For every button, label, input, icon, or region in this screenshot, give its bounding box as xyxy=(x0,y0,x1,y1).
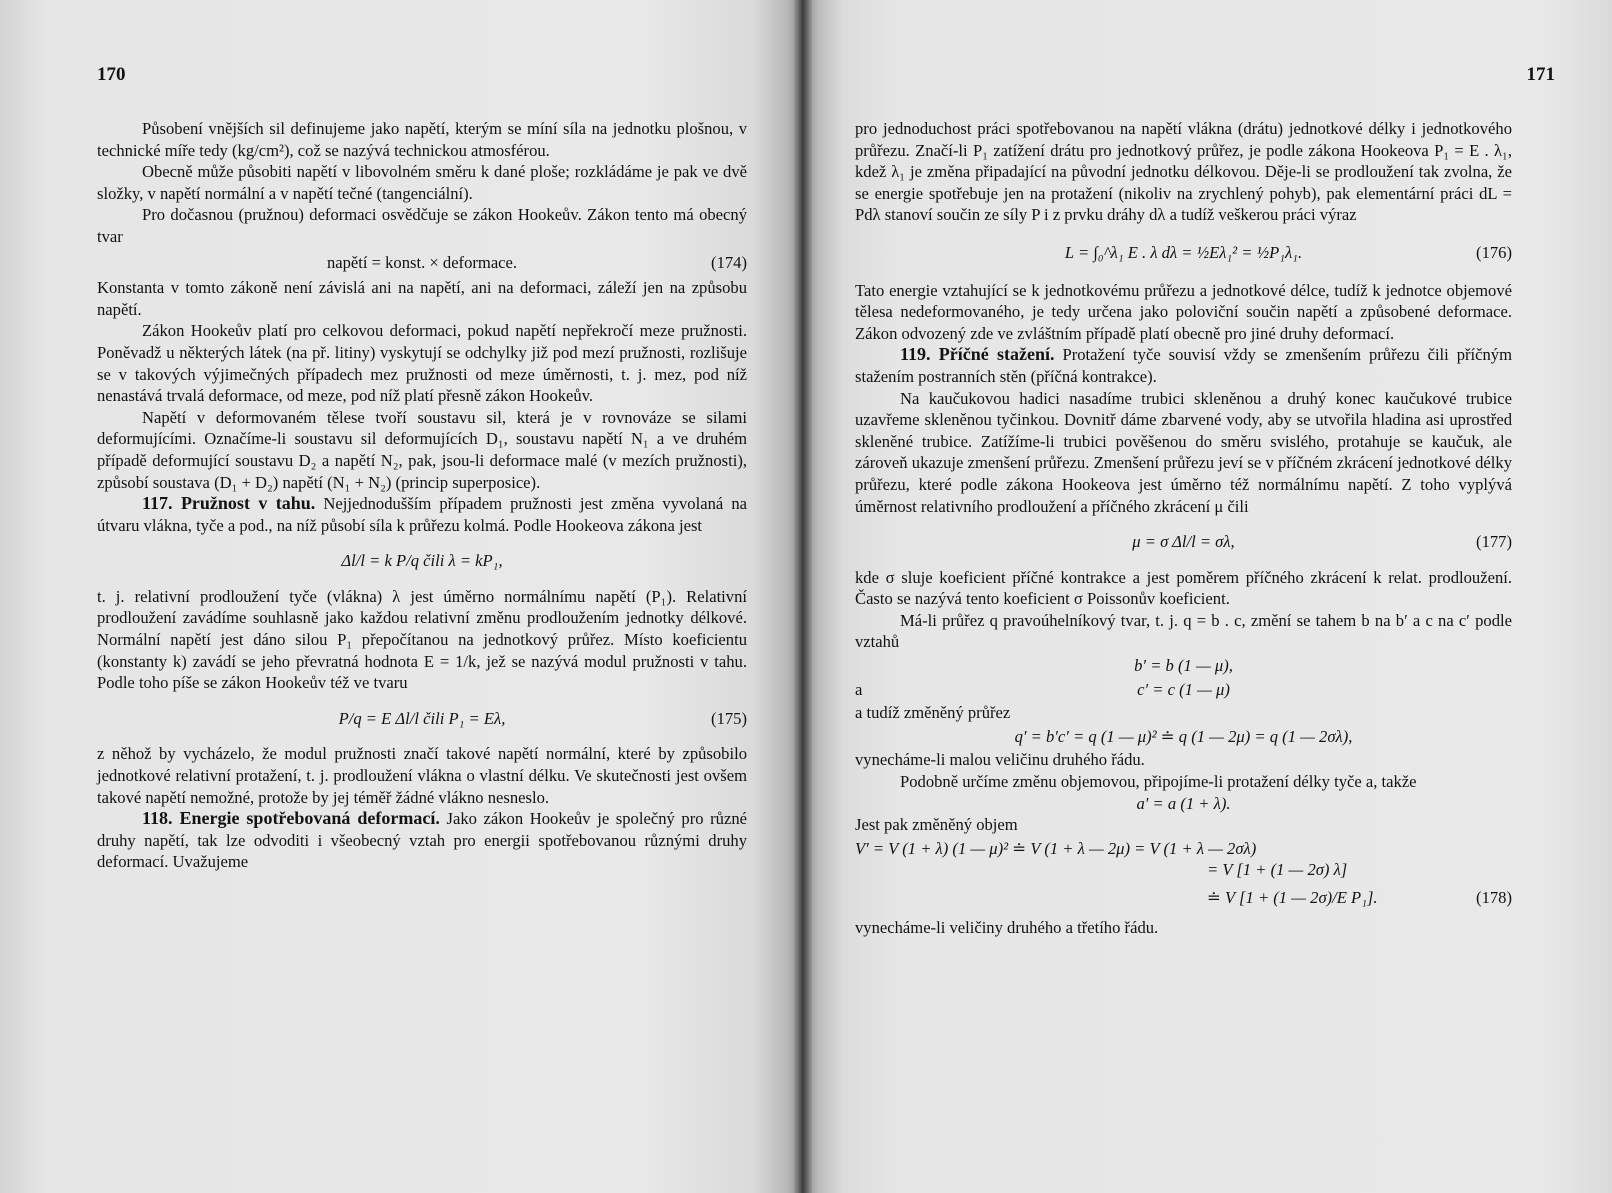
paragraph: Podobně určíme změnu objemovou, připojíme-li protažení délky tyče a, takže xyxy=(900,772,1417,792)
book-gutter xyxy=(794,0,812,1193)
equation-text: c′ = c (1 — μ) xyxy=(1137,679,1230,699)
section-heading-118: 118. Energie spotřebovaná deformací. xyxy=(142,808,440,829)
paragraph: Obecně může působiti napětí v libovolném směru k dané ploše; rozkládáme je pak ve dvě složky, v napětí normální a v napětí tečné (tangenciální). xyxy=(97,162,747,203)
equation-c xyxy=(855,679,1512,701)
equation-text: L = ∫₀^λ₁ E . λ dλ = ½Eλ₁² = ½P₁λ₁. xyxy=(1064,242,1303,262)
equation-a-prime: a′ = a (1 + λ). xyxy=(1136,793,1231,813)
paragraph: t. j. relativní prodloužení tyče (vlákna) λ jest úměrno normálnímu napětí (P₁). Relativní prodloužení zavádíme souhlasně jako každou relativní změnu prodloužením jednotky délkové. Normální napětí jest dáno silou P₁ přepočítanou na jednotkový průřez. Místo koeficientu (konstanty k) zavádí se jeho převratná hodnota E = 1/k, jež se nazývá modul pružnosti v tahu. Podle toho píše se zákon Hookeův též ve tvaru xyxy=(97,586,747,693)
equation-number: (178) xyxy=(1476,888,1512,907)
section-heading-117: 117. Pružnost v tahu. xyxy=(142,493,316,514)
paragraph-text: Jako zákon Hookeův je společný pro různé druhy napětí, tak lze odvoditi i všeobecný vztah pro energii spotřebovanou různými druhy deformací. Uvažujeme xyxy=(97,809,747,872)
page-number-left: 170 xyxy=(97,64,126,85)
equation-text: μ = σ Δl/l = σλ, xyxy=(1132,532,1235,552)
paragraph xyxy=(97,808,747,873)
paragraph-text: Nejjednodušším případem pružnosti jest změna vyvolaná na útvaru vlákna, tyče a pod., na níž působí síla k průřezu kolmá. Podle Hookeova zákona jest xyxy=(97,494,747,535)
paragraph: z něhož by vycházelo, že modul pružnosti značí takové napětí normální, které by způsobilo jednotkové relativní protažení, t. j. prodloužení vlákna o vlastní délku. Ve skutečnosti jest ovšem takové napětí nemožné, protože by jej téměř žádné vlákno nesneslo. xyxy=(97,744,747,807)
paragraph-text: Protažení tyče souvisí vždy se zmenšením průřezu čili příčným stažením postranních stěn (příčná kontrakce). xyxy=(855,345,1512,386)
equation-text: P/q = E Δl/l čili P₁ = Eλ, xyxy=(338,708,506,728)
paragraph: Pro dočasnou (pružnou) deformaci osvědčuje se zákon Hookeův. Zákon tento má obecný tvar xyxy=(97,205,747,246)
equation-number: (175) xyxy=(711,708,747,728)
equation-hooke: Δl/l = k P/q čili λ = kP₁, xyxy=(341,551,503,571)
paragraph: Tato energie vztahující se k jednotkovému průřezu a jednotkové délce, tudíž k jednotce objemové tělesa nedeformovaného, je tedy určena jako poloviční součin napětí a způsobené deformace. Zákon odvozený zde ve zvláštním případě platí obecně pro jiné druhy deformací. xyxy=(855,280,1512,343)
paragraph: Jest pak změněný objem xyxy=(855,815,1018,835)
section-heading-119: 119. Příčné stažení. xyxy=(900,344,1055,365)
equation-line: = V [1 + (1 — 2σ) λ] xyxy=(1207,860,1348,880)
paragraph: vynecháme-li veličiny druhého a třetího řádu. xyxy=(855,917,1159,937)
equation-178 xyxy=(855,838,1512,915)
equation-q: q′ = b′c′ = q (1 — μ)² ≐ q (1 — 2μ) = q (1 — 2σλ), xyxy=(1014,726,1353,746)
paragraph: pro jednoduchost práci spotřebovanou na napětí vlákna (drátu) jednotkové délky i jednotkového průřezu. Značí-li P₁ zatížení drátu pro jednotkový průřez, je podle zákona Hookeova P₁ = E . λ₁, kdež λ₁ je změna připadající na původní jednotku délkovou. Děje-li se prodloužení tak zvolna, že se energie spotřebuje jen na protažení (nikoliv na zrychlený pohyb), pak elementární práci dL = Pdλ stanoví součin ze síly P i z prvku dráhy dλ a tudíž veškerou práci výraz xyxy=(855,119,1512,225)
paragraph: Působení vnějších sil definujeme jako napětí, kterým se míní síla na jednotku plošnou, v technické míře tedy (kg/cm²), což se nazývá technickou atmosférou. xyxy=(97,119,747,160)
right-text-column xyxy=(855,118,1512,938)
conjunction-a: a xyxy=(855,679,863,699)
equation-line: ≐ V [1 + (1 — 2σ)/E P₁]. xyxy=(1207,888,1378,907)
equation-line-wrap xyxy=(855,881,1512,915)
equation-number: (174) xyxy=(711,252,747,272)
left-text-column xyxy=(97,118,747,873)
equation-number: (176) xyxy=(1476,242,1512,262)
paragraph: Napětí v deformovaném tělese tvoří soustavu sil, která je v rovnováze se silami deformujícími. Označíme-li soustavu sil deformujících D₁, soustavu napětí N₁ a ve druhém případě deformující soustavu D₂ a napětí N₂, pak, jsou-li deformace malé (v mezích pružnosti), způsobí soustava (D₁ + D₂) napětí (N₁ + N₂) (princip superposice). xyxy=(97,407,747,492)
equation-number: (177) xyxy=(1476,532,1512,552)
equation-174 xyxy=(97,252,747,274)
equation-line: V′ = V (1 + λ) (1 — μ)² ≐ V (1 + λ — 2μ) = V (1 + λ — 2σλ) xyxy=(855,838,1257,858)
equation-b: b′ = b (1 — μ), xyxy=(1134,656,1233,676)
paragraph: a tudíž změněný průřez xyxy=(855,703,1011,723)
paragraph: Na kaučukovou hadici nasadíme trubici skleněnou a druhý konec kaučukové trubice uzavřeme skleněnou tyčinkou. Dovnitř dáme zbarvené vody, aby se utvořila hladina asi uprostřed skleněné trubice. Zatížíme-li trubici pověšenou do směru svislého, protahuje se kaučuk, ale zároveň ukazuje zmenšení průřezu. Zmenšení průřezu jeví se v příčném zkrácení jednotkové délky průřezu, které podle zákona Hookeova jest úměrno též normálnímu napětí. Z toho vyplývá úměrnost relativního prodloužení a příčného zkrácení μ čili xyxy=(855,388,1512,516)
equation-175 xyxy=(97,698,747,740)
paragraph xyxy=(855,344,1512,387)
left-page xyxy=(0,0,803,1193)
page-number-right: 171 xyxy=(1526,64,1555,85)
equation-177 xyxy=(855,521,1512,563)
right-page xyxy=(803,0,1612,1193)
paragraph: Konstanta v tomto zákoně není závislá ani na napětí, ani na deformaci, záleží jen na způsobu napětí. xyxy=(97,278,747,319)
equation-text: napětí = konst. × deformace. xyxy=(326,252,518,272)
paragraph: kde σ sluje koeficient příčné kontrakce a jest poměrem příčného zkrácení k relat. prodloužení. Často se nazývá tento koeficient σ Poissonův koeficient. xyxy=(855,567,1512,609)
equation-176 xyxy=(855,230,1512,276)
paragraph xyxy=(97,493,747,536)
paragraph: Zákon Hookeův platí pro celkovou deformaci, pokud napětí nepřekročí meze pružnosti. Poněvadž u některých látek (na př. litiny) vyskytují se odchylky již pod mezí pružnosti, rozlišuje se v takových výjimečných případech mez pružnosti od meze úměrnosti, t. j. mez, pod níž nenastává trvalá deformace, od meze, pod níž platí přesně zákon Hookeův. xyxy=(97,321,747,406)
paragraph: vynecháme-li malou veličinu druhého řádu. xyxy=(855,750,1145,770)
paragraph: Má-li průřez q pravoúhelníkový tvar, t. j. q = b . c, změní se tahem b na b′ a c na c′ podle vztahů xyxy=(855,610,1512,652)
